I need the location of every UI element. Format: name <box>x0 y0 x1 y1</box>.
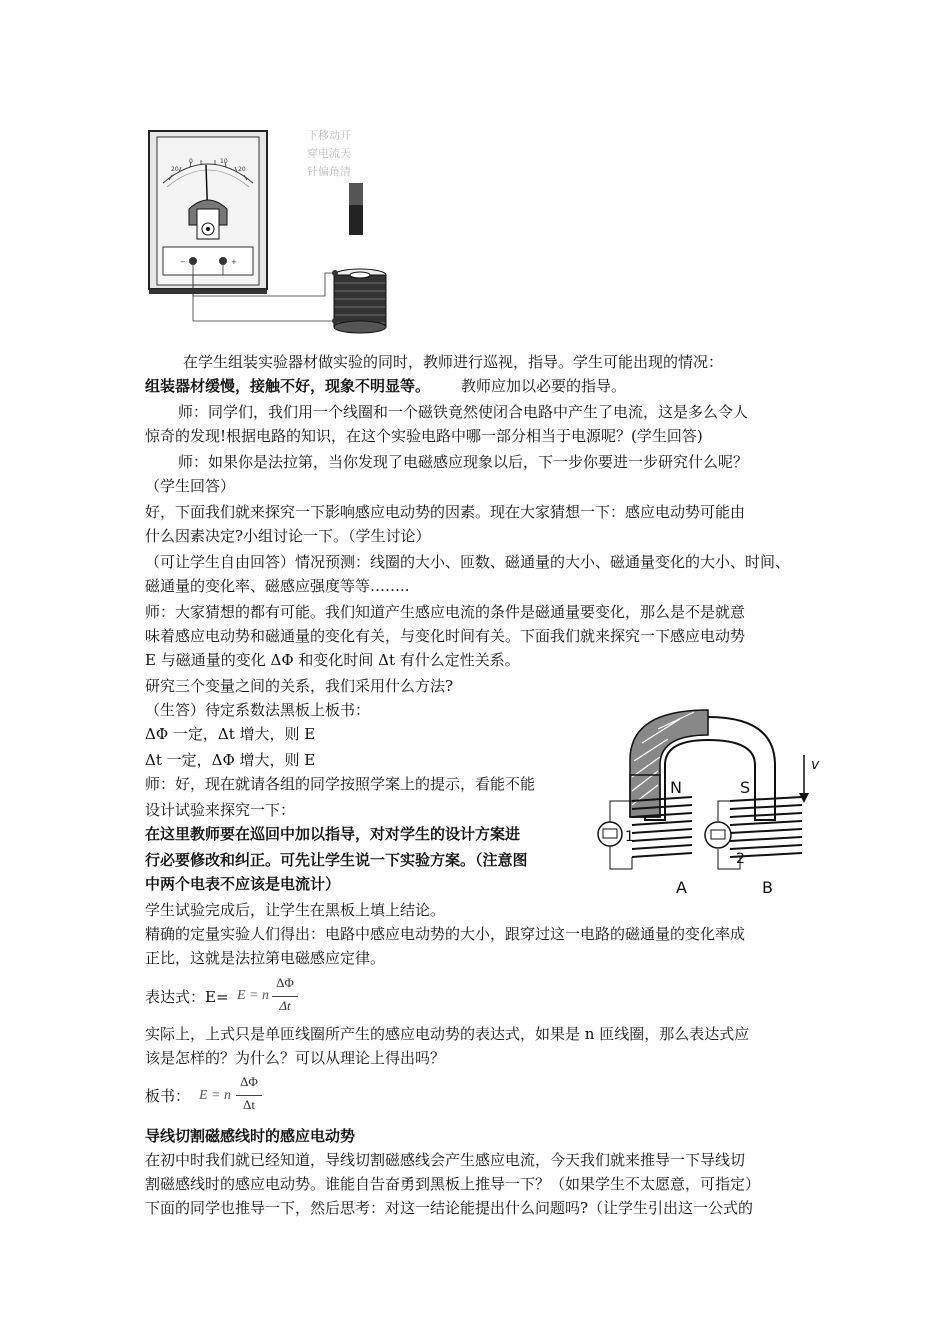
paragraph-line: 在初中时我们就已经知道，导线切割磁感线会产生感应电流，今天我们就来推导一下导线切 <box>145 1151 746 1169</box>
meter-tick: 20 <box>238 166 246 173</box>
paragraph-line: 实际上，上式只是单匝线圈所产生的感应电动势的表达式，如果是 n 匝线圈，那么表达式应 <box>145 1025 750 1043</box>
paragraph-line: 割磁感线时的感应电动势。谁能自告奋勇到黑板上推导一下？（如果学生不太愿意，可指定） <box>145 1175 761 1193</box>
expression-label: 表达式：E= <box>145 988 229 1006</box>
paragraph-line: 正比，这就是法拉第电磁感应定律。 <box>145 949 386 967</box>
paragraph-line-bold: 中两个电表不应该是电流计） <box>145 875 341 893</box>
meter-1-label: 1 <box>625 829 634 845</box>
paragraph-line: 好，下面我们就来探究一下影响感应电动势的因素。现在大家猜想一下：感应电动势可能由 <box>145 503 746 521</box>
paragraph-line: 教师应加以必要的指导。 <box>461 377 627 395</box>
paragraph-line: 什么因素决定?小组讨论一下。（学生讨论） <box>145 527 431 545</box>
paragraph-line: 师：好，现在就请各组的同学按照学案上的提示，看能不能 <box>145 775 536 793</box>
meter-2-label: 2 <box>736 851 745 867</box>
paragraph-line: 精确的定量实验人们得出：电路中感应电动势的大小，跟穿过这一电路的磁通量的变化率成 <box>145 925 746 943</box>
paragraph-line-bold: 组装器材缓慢，接触不好，现象不明显等。 <box>145 377 431 395</box>
formula-lhs: E = n <box>237 988 269 1003</box>
formula-denominator: Δt <box>243 1097 255 1112</box>
paragraph-line: 学生试验完成后，让学生在黑板上填上结论。 <box>145 901 446 919</box>
meter-tick: 10 <box>220 158 228 165</box>
paragraph-line: 师：大家猜想的都有可能。我们知道产生感应电流的条件是磁通量要变化，那么是不是就意 <box>145 603 746 621</box>
coil-a-label: A <box>676 878 687 897</box>
paragraph-line: 磁通量的变化率、磁感应强度等等…….. <box>145 577 410 595</box>
horseshoe-magnet-figure <box>590 705 825 897</box>
meter-tick: 0 <box>189 158 193 165</box>
paragraph-line: Δt 一定，ΔΦ 增大，则 E <box>145 751 316 769</box>
paragraph-line: ΔΦ 一定，Δt 增大，则 E <box>145 725 316 743</box>
formula-lhs: E = n <box>199 1088 231 1103</box>
paragraph-line: 师：如果你是法拉第，当你发现了电磁感应现象以后，下一步你要进一步研究什么呢？ <box>178 453 749 471</box>
meter-tick: 20 <box>171 166 179 173</box>
formula-numerator: ΔΦ <box>240 1074 258 1089</box>
blackboard-label: 板书： <box>145 1087 191 1105</box>
paragraph-line: 该是怎样的？为什么？可以从理论上得出吗？ <box>145 1049 446 1067</box>
south-pole-label: S <box>740 778 751 797</box>
paragraph-line: （生答）待定系数法黑板上板书： <box>145 701 371 719</box>
section-heading: 导线切割磁感线时的感应电动势 <box>145 1127 356 1145</box>
paragraph-line: 设计试验来探究一下： <box>145 801 296 819</box>
paragraph-line: 味着感应电动势和磁通量的变化有关，与变化时间有关。下面我们就来探究一下感应电动势 <box>145 627 746 645</box>
watermark-text: 下移动开 <box>307 129 351 142</box>
fraction-bar <box>236 1095 262 1096</box>
paragraph-line: 下面的同学也推导一下，然后思考：对这一结论能提出什么问题吗?（让学生引出这一公式的 <box>145 1199 754 1217</box>
galvanometer-figure <box>145 125 395 340</box>
coil-b-label: B <box>762 878 773 897</box>
fraction-bar <box>272 996 298 997</box>
paragraph-line-bold: 在这里教师要在巡回中加以指导，对对学生的设计方案进 <box>145 825 521 843</box>
watermark-text: 穿电流天 <box>307 147 351 160</box>
paragraph-line: 师：同学们，我们用一个线圈和一个磁铁竟然使闭合电路中产生了电流，这是多么令人 <box>178 403 749 421</box>
paragraph-line-bold: 行必要修改和纠正。可先让学生说一下实验方案。（注意图 <box>145 851 528 869</box>
watermark-text: 针偏角清 <box>307 165 351 178</box>
terminal-plus-label: + <box>231 258 237 266</box>
paragraph-line: E 与磁通量的变化 ΔΦ 和变化时间 Δt 有什么定性关系。 <box>145 651 520 669</box>
velocity-label: v <box>811 757 820 773</box>
paragraph-line: 惊奇的发现!根据电路的知识，在这个实验电路中哪一部分相当于电源呢？(学生回答) <box>145 427 703 445</box>
formula-numerator: ΔΦ <box>276 975 294 990</box>
paragraph-line: 研究三个变量之间的关系，我们采用什么方法? <box>145 677 454 695</box>
paragraph-line: 在学生组装实验器材做实验的同时，教师进行巡视，指导。学生可能出现的情况： <box>183 353 724 371</box>
terminal-minus-label: − <box>180 258 186 266</box>
paragraph-line: （学生回答） <box>145 477 236 495</box>
paragraph-line: （可让学生自由回答）情况预测：线圈的大小、匝数、磁通量的大小、磁通量变化的大小、时间、 <box>145 553 791 571</box>
north-pole-label: N <box>670 778 682 797</box>
formula-denominator: Δt <box>279 998 291 1013</box>
